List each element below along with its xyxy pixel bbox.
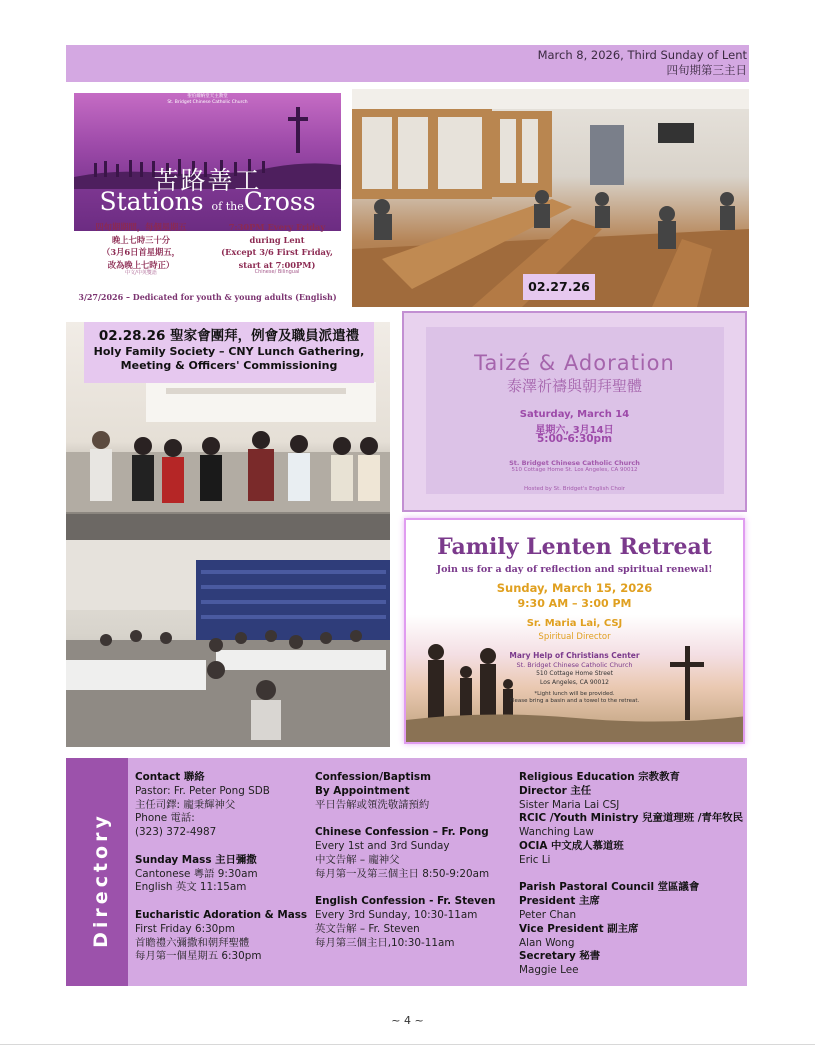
taize-title-cn: 泰澤祈禱與朝拜聖體 <box>506 377 642 395</box>
directory-line: 首瞻禮六彌撒和朝拜聖體 <box>135 936 250 949</box>
directory-line: Sister Maria Lai CSJ <box>519 798 620 811</box>
retreat-church: St. Bridget Chinese Catholic Church <box>516 661 633 669</box>
header-date: March 8, 2026, Third Sunday of Lent <box>537 48 747 62</box>
directory-line: Chinese Confession – Fr. Pong <box>315 826 489 839</box>
taize-address: 510 Cottage Home St. Los Angeles, CA 90012 <box>511 467 638 473</box>
directory-line <box>315 881 515 895</box>
directory-column-contact <box>135 771 310 964</box>
retreat-venue: Mary Help of Christians Center <box>509 651 640 660</box>
directory-line: Every 3rd Sunday, 10:30-11am <box>315 908 478 921</box>
stations-of-the-cross-poster <box>66 89 349 307</box>
directory-line: English 英文 11:15am <box>135 881 247 894</box>
directory-line: Eric Li <box>519 853 551 866</box>
retreat-director-role: Spiritual Director <box>538 632 611 642</box>
directory-line: 英文告解 – Fr. Steven <box>315 922 420 935</box>
retreat-note-basin: Please bring a basin and a towel to the retreat. <box>509 698 640 704</box>
directory-line: Cantonese 粵語 9:30am <box>135 867 258 880</box>
directory-line: Parish Pastoral Council 堂區議會 <box>519 881 700 894</box>
directory-line: English Confession - Fr. Steven <box>315 895 496 908</box>
taize-church: St. Bridget Chinese Catholic Church <box>509 459 640 467</box>
directory-line: Phone 電話: <box>135 812 195 825</box>
directory-line: 每月第三個主日,10:30-11am <box>315 936 455 949</box>
retreat-title: Family Lenten Retreat <box>437 534 712 560</box>
poster-title-cn: 苦路善工 <box>153 166 262 195</box>
retreat-date: Sunday, March 15, 2026 <box>496 581 653 595</box>
directory-line: 主任司鐸: 龐秉輝神父 <box>135 798 236 811</box>
directory-line: 中文告解 – 龐神父 <box>315 853 400 866</box>
directory-line: Secretary 秘書 <box>519 950 601 963</box>
directory-line: President 主席 <box>519 895 600 908</box>
directory-line <box>519 868 744 882</box>
directory-line <box>135 840 310 854</box>
cross-icon <box>286 107 310 153</box>
directory-line: RCIC /Youth Ministry 兒童道理班 /青年牧民 <box>519 812 744 825</box>
language-cn: 中文/中英雙語 <box>125 270 157 276</box>
directory-line: OCIA 中文成人慕道班 <box>519 839 624 852</box>
retreat-street: 510 Cottage Home Street <box>536 670 613 677</box>
bulletin-header <box>66 45 749 82</box>
retreat-director-name: Sr. Maria Lai, CSJ <box>526 618 623 629</box>
directory-line: Director 主任 <box>519 784 592 797</box>
poster-footer: 3/27/2026 – Dedicated for youth & young adults (English) <box>78 292 337 302</box>
directory-column-confession <box>315 771 515 950</box>
language-en: Chinese/ Bilingual <box>254 269 300 275</box>
directory-line: Wanching Law <box>519 826 594 839</box>
directory-line: Religious Education 宗教教育 <box>519 771 680 783</box>
retreat-note-lunch: *Light lunch will be provided. <box>534 691 615 697</box>
directory-line: 平日告解或領洗敬請預約 <box>315 798 430 811</box>
taize-date-cn: 星期六, 3月14日 <box>535 425 614 436</box>
page-bottom-rule <box>0 1044 815 1045</box>
lunch-hall-illustration <box>66 540 390 747</box>
directory-line: Confession/Baptism <box>315 771 431 783</box>
directory-line: Contact 聯絡 <box>135 771 205 783</box>
directory-line: Alan Wong <box>519 936 575 949</box>
caption-sub-2: Meeting & Officers' Commissioning <box>120 359 338 372</box>
retreat-time: 9:30 AM – 3:00 PM <box>517 597 632 610</box>
taize-date-en: Saturday, March 14 <box>519 409 630 420</box>
directory-line: First Friday 6:30pm <box>135 922 236 935</box>
directory-line: By Appointment <box>315 784 410 797</box>
poster-org: 聖伯爾納堂天主教堂 St. Bridget Chinese Catholic Church <box>167 94 248 105</box>
directory-line: Maggie Lee <box>519 964 579 977</box>
caption-title: 02.28.26 聖家會團拜，例會及職員派遣禮 <box>98 328 360 344</box>
header-liturgical-day: 四旬期第三主日 <box>666 63 747 77</box>
directory-line: Vice President 副主席 <box>519 922 639 935</box>
directory-line <box>135 895 310 909</box>
taize-hosted-by: Hosted by St. Bridget's English Choir <box>523 486 626 492</box>
taize-title: Taizé & Adoration <box>474 351 675 375</box>
directory-label: Directory <box>90 812 112 948</box>
schedule-cn: 四旬期期間，每個星期五 晚上七時三十分 （3月6日首星期五， 改為晚上七時正） <box>95 222 187 270</box>
photo-date-label: 02.27.26 <box>523 274 595 300</box>
directory-line <box>315 812 515 826</box>
directory-line: Peter Chan <box>519 908 577 921</box>
directory-line: Sunday Mass 主日彌撒 <box>135 853 257 866</box>
directory-line: 每月第一及第三個主日 8:50-9:20am <box>315 867 490 880</box>
directory-line: 每月第一個星期五 6:30pm <box>135 950 262 963</box>
page-number: ~ 4 ~ <box>391 1014 424 1027</box>
holy-family-caption <box>84 322 374 383</box>
caption-sub-1: Holy Family Society – CNY Lunch Gathering, <box>93 345 365 358</box>
directory-line: (323) 372-4987 <box>135 826 217 839</box>
schedule-en: 7:30PM Every Friday during Lent (Except 3/6 First Friday, start at 7:00PM) <box>221 222 333 270</box>
taize-time: 5:00-6:30pm <box>536 433 613 445</box>
directory-line: Eucharistic Adoration & Mass <box>135 908 308 921</box>
church-photo <box>352 89 749 307</box>
directory-line: Pastor: Fr. Peter Pong SDB <box>135 784 270 797</box>
poster-title-en: Stations of theCross <box>99 187 316 216</box>
retreat-city: Los Angeles, CA 90012 <box>540 679 609 686</box>
retreat-tagline: Join us for a day of reflection and spiritual renewal! <box>436 564 713 575</box>
lunch-gathering-photo <box>66 540 390 747</box>
directory-line: Every 1st and 3rd Sunday <box>315 839 450 852</box>
directory-column-ministries <box>519 771 744 978</box>
